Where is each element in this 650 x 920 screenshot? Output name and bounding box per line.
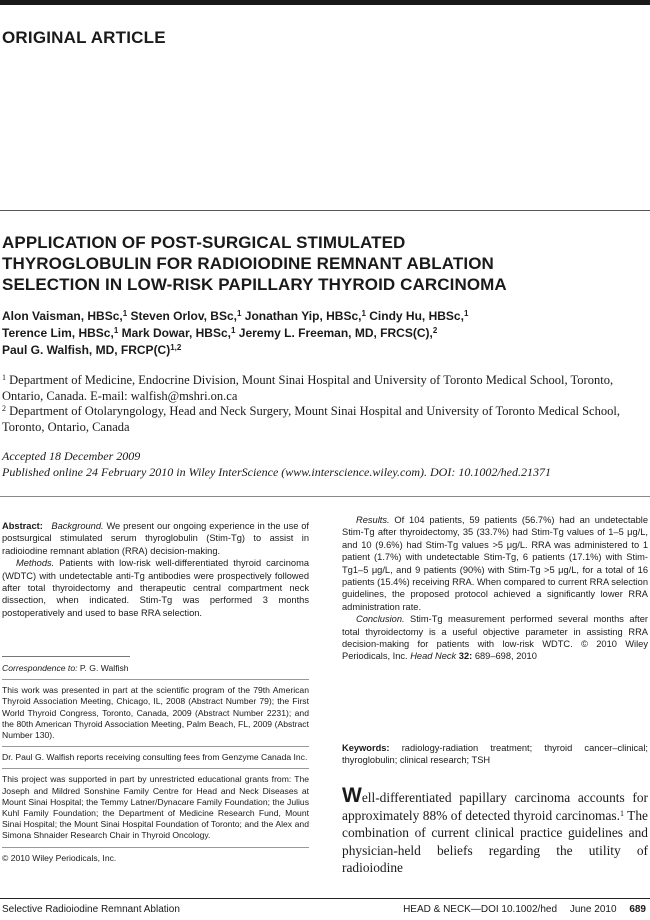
keywords [342,742,648,767]
page-number: 689 [629,904,646,915]
abstract-conclusion [342,613,648,663]
footnote-separator [2,746,309,747]
author-name: Jeremy L. Freeman, MD, FRCS(C), [235,326,433,340]
affiliation [2,404,642,435]
abstract-methods-label: Methods. [16,558,55,569]
author-line [2,325,642,342]
section-label: ORIGINAL ARTICLE [2,28,166,47]
abstract-methods-text: Patients with low-risk well-differentiated thyroid carcinoma (WDTC) with undetectable anti-Tg antibodies were prospectively followed after total thyroidectomy and therapeutic central compartment neck dissection, when indicated. Stim-Tg was performed 3 months postoperatively and used to base RRA selection. [2,558,309,618]
author-line [2,308,642,325]
author-affil-sup: 2 [432,326,438,335]
body-paragraph [342,784,648,877]
funding-note: This project was supported in part by unrestricted educational grants from: The Joseph and Mildred Sonshine Family Centre for Head and Neck Diseases at Mount Sinai Hospital; the Temmy Latner/Dynacare Family Foundation; the Julius Kuhl Family Foundation; the Department of Medicine Research Fund, Mount Sinai Hospital; the Mount Sinai Hospital Foundation of Toronto; and the Alex and Simona Shnaider Research Chair in Thyroid Oncology. [2,774,309,841]
abstract-background-text: We present our ongoing experience in the use of postsurgical stimulated serum thyroglobulin (Stim-Tg) to assist in radioiodine remnant ablation (RRA) decision-making. [2,521,309,556]
issue-date: June 2010 [569,904,617,915]
author-affil-sup: 1 [463,309,469,318]
author-name: Mark Dowar, HBSc, [118,326,231,340]
disclosure-note: Dr. Paul G. Walfish reports receiving consulting fees from Genzyme Canada Inc. [2,752,308,763]
author-affil-sup: 1 [113,326,119,335]
abstract-results-label: Results. [356,515,390,525]
top-rule [0,0,650,5]
affiliation-text: Department of Otolaryngology, Head and Neck Surgery, Mount Sinai Hospital and University of Toronto Medical School, Toronto, Ontario, Canada [2,404,620,434]
title-line: APPLICATION OF POST-SURGICAL STIMULATED [2,233,406,252]
accepted-date: Accepted 18 December 2009 [2,449,141,463]
author-line [2,342,642,359]
copyright-note: © 2010 Wiley Periodicals, Inc. [2,852,117,863]
author-name: Jonathan Yip, HBSc, [241,309,362,323]
body-text-a: ell-differentiated papillary carcinoma accounts for approximately 88% of detected thyroid carcinomas. [342,790,648,823]
abstract-methods [2,557,309,619]
author-name: Alon Vaisman, HBSc, [2,309,123,323]
body-text-b: The combination of current clinical practice guidelines and physician-held beliefs regarding the utility of radioiodine [342,807,648,875]
abstract-conclusion-text: Stim-Tg measurement performed several months after total thyroidectomy is a useful objective parameter in assisting RRA decision-making for patients with low-risk WDTC. [342,614,648,650]
author-name: Terence Lim, HBSc, [2,326,114,340]
correspondence-label: Correspondence to: [2,663,78,673]
keywords-label: Keywords: [342,743,390,753]
journal-volume: 32: [456,651,473,662]
affiliation-number: 2 [2,404,6,413]
author-affil-sup: 1 [231,326,236,335]
published-online: Published online 24 February 2010 in Wiley InterScience (www.interscience.wiley.com). DOI: 10.1002/hed.21371 [2,465,551,479]
publication-dates [2,448,647,480]
footnotes [2,663,309,864]
abstract-results-text: Of 104 patients, 59 patients (56.7%) had an undetectable Stim-Tg after thyroidectomy, 35 (33.7%) had Stim-Tg values of 1–5 μg/L, and 10 (9.6%) had Stim-Tg values >5 μg/L. RRA was administered to 1 patient (1.7%) with undetectable Stim-Tg, 6 patients (17.1%) with Stim-Tg1–5 μg/L, and 9 patients (90%) with Stim-Tg >5 μg/L, for a total of 16 patients (15.4%) receiving RRA. When compared to current RRA selection guidelines, the proposed protocol achieved a significantly lower RRA administration rate. [342,515,648,612]
footer-rule [0,898,650,899]
title-line: SELECTION IN LOW-RISK PAPILLARY THYROID CARCINOMA [2,275,507,294]
author-name: Cindy Hu, HBSc, [365,309,464,323]
affiliation [2,373,642,404]
abstract-results [342,514,648,613]
abstract-label: Abstract: [2,521,43,531]
correspondence-name: P. G. Walfish [77,663,129,673]
title-rule [0,210,650,211]
abstract-left [2,520,309,619]
journal-doi: HEAD & NECK—DOI 10.1002/hed [403,904,558,915]
affiliation-number: 1 [2,373,6,382]
author-affil-sup: 1,2 [170,343,182,352]
running-title: Selective Radioiodine Remnant Ablation [2,904,180,915]
journal-pages: 689–698, 2010 [472,651,537,662]
drop-cap: W [342,784,362,807]
abstract-background [2,520,309,557]
author-affil-sup: 1 [361,309,366,318]
affiliation-text: Department of Medicine, Endocrine Division, Mount Sinai Hospital and University of Toronto Medical School, Toronto, Ontario, Canada. E-mail: walfish@mshri.on.ca [2,373,614,403]
keywords-text: radiology-radiation treatment; thyroid cancer–clinical; thyroglobulin; clinical research; TSH [342,743,648,766]
abstract-conclusion-label: Conclusion. [356,614,405,625]
footnote-separator [2,768,309,769]
abstract-copyright: © 2010 Wiley Periodicals, Inc. [342,639,648,662]
section-divider [0,496,650,497]
author-list [2,308,642,359]
title-line: THYROGLOBULIN FOR RADIOIODINE REMNANT ABLATION [2,254,494,273]
presentation-note: This work was presented in part at the scientific program of the 79th American Thyroid Association Meeting, Chicago, IL, 2008 (Abstract Number 79); the First World Thyroid Congress, Toronto, Canada, 2009 (Abstract Number 2231); and the 80th American Thyroid Association Meeting, Palm Beach, FL, 2009 (Abstract Number 130). [2,685,309,741]
footnote-rule [2,656,130,657]
author-affil-sup: 1 [122,309,128,318]
author-name: Steven Orlov, BSc, [127,309,237,323]
footnote-separator [2,847,309,848]
journal-name: Head Neck [410,651,457,662]
affiliations [2,373,642,435]
correspondence [2,663,309,674]
reference-marker: 1 [619,808,624,818]
abstract-background-label: Background. [51,521,104,531]
abstract-right [342,514,648,663]
author-name: Paul G. Walfish, MD, FRCP(C) [2,343,171,357]
article-title [2,232,642,295]
author-affil-sup: 1 [236,309,242,318]
footer-info [403,904,646,915]
footnote-separator [2,679,309,680]
